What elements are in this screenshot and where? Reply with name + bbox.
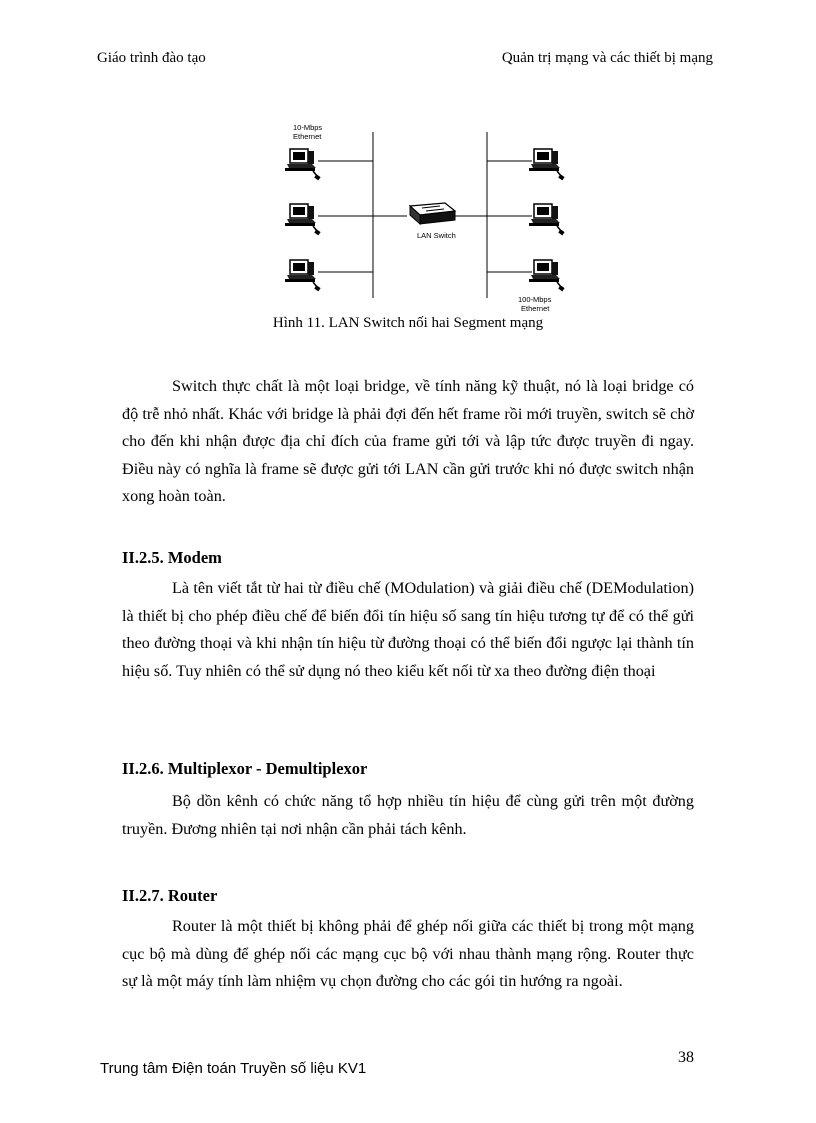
label-ethernet-right: Ethernet	[521, 304, 550, 313]
paragraph-router	[122, 913, 694, 996]
figure-caption: Hình 11. LAN Switch nối hai Segment mạng	[272, 315, 544, 331]
computer-icon	[285, 260, 321, 291]
label-100mbps: 100-Mbps	[518, 295, 552, 304]
paragraph-text: Switch thực chất là một loại bridge, về tính năng kỹ thuật, nó là loại bridge có độ trễ nhỏ nhất. Khác với bridge là phải đợi đến hết frame rồi mới truyền, switch sẽ chờ cho đến khi nhận được địa chỉ đích của frame gửi tới và lập tức được truyền đi ngay. Điều này có nghĩa là frame sẽ được gửi tới LAN cần gửi trước khi nó được switch nhận xong hoàn toàn.	[122, 377, 694, 506]
label-ethernet-left: Ethernet	[293, 132, 322, 141]
heading-router: II.2.7. Router	[122, 886, 218, 905]
lan-switch-figure	[250, 118, 590, 313]
computer-icon	[285, 149, 321, 180]
paragraph-text: Bộ dồn kênh có chức năng tổ hợp nhiều tín hiệu để cùng gửi trên một đường truyền. Đương nhiên tại nơi nhận cần phải tách kênh.	[122, 792, 694, 838]
heading-multiplexor: II.2.6. Multiplexor - Demultiplexor	[122, 759, 368, 778]
header-left: Giáo trình đào tạo	[97, 50, 206, 66]
computer-icon	[529, 260, 565, 291]
paragraph-modem	[122, 575, 694, 685]
computer-icon	[285, 204, 321, 235]
network-diagram	[250, 118, 590, 313]
computer-icon	[529, 149, 565, 180]
footer-left: Trung tâm Điện toán Truyền số liệu KV1	[100, 1060, 367, 1077]
page-number: 38	[678, 1049, 694, 1066]
lan-switch-icon	[410, 203, 455, 224]
paragraph-multiplexor	[122, 788, 694, 843]
header-right: Quản trị mạng và các thiết bị mạng	[501, 50, 713, 66]
paragraph-text: Router là một thiết bị không phải để ghép nối giữa các thiết bị trong một mạng cục bộ mà dùng để ghép nối các mạng cục bộ với nhau thành mạng rộng. Router thực sự là một máy tính làm nhiệm vụ chọn đường cho các gói tin hướng ra ngoài.	[122, 917, 694, 991]
paragraph-text: Là tên viết tắt từ hai từ điều chế (MOdulation) và giải điều chế (DEModulation) là thiết bị cho phép điều chế để biến đổi tín hiệu số sang tín hiệu tương tự để có thể gửi theo đường thoại và khi nhận tín hiệu từ đường thoại có thể biến đổi ngược lại thành tín hiệu số. Tuy nhiên có thể sử dụng nó theo kiểu kết nối từ xa theo đường điện thoại	[122, 579, 694, 680]
label-10mbps: 10-Mbps	[293, 123, 323, 132]
label-lan-switch: LAN Switch	[417, 231, 456, 240]
paragraph-switch	[122, 373, 694, 511]
computer-icon	[529, 204, 565, 235]
heading-modem: II.2.5. Modem	[122, 548, 222, 567]
